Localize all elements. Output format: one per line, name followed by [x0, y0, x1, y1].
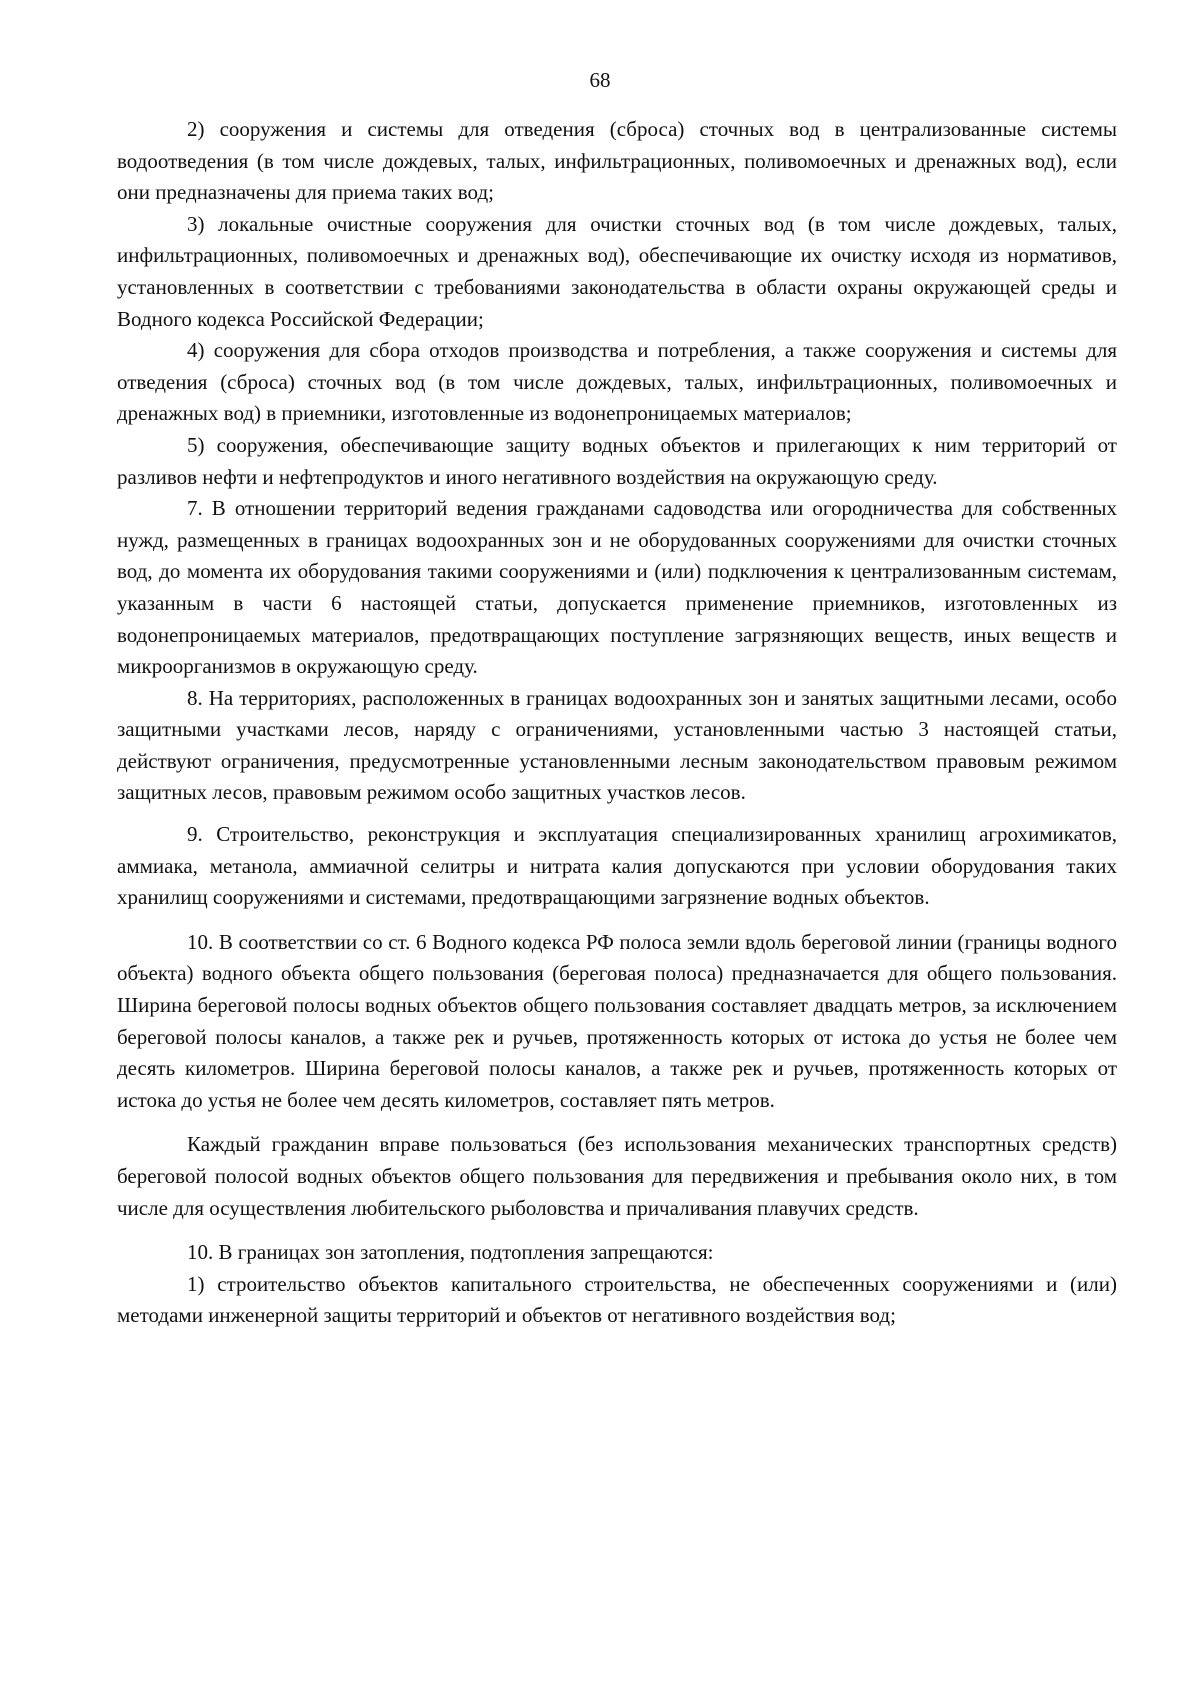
paragraph: Каждый гражданин вправе пользоваться (без использования механических транспортных средств) береговой полосой водных объектов общего пользования для передвижения и пребывания около них, в том числе для осуществления любительского рыболовства и причаливания плавучих средств.: [117, 1132, 1117, 1220]
paragraph: 1) строительство объектов капитального строительства, не обеспеченных сооружениями и (или) методами инженерной защиты территорий и объектов от негативного воздействия вод;: [117, 1271, 1117, 1328]
paragraph: 5) сооружения, обеспечивающие защиту водных объектов и прилегающих к ним территорий от разливов нефти и нефтепродуктов и иного негативного воздействия на окружающую среду.: [117, 432, 1117, 489]
paragraph: 7. В отношении территорий ведения гражданами садоводства или огородничества для собственных нужд, размещенных в границах водоохранных зон и не оборудованных сооружениями для очистки сточных вод, до момента их оборудования такими сооружениями и (или) подключения к централизованным системам, указанным в части 6 настоящей статьи, допускается применение приемников, изготовленных из водонепроницаемых материалов, предотвращающих поступление загрязняющих веществ, иных веществ и микроорганизмов в окружающую среду.: [117, 496, 1117, 679]
paragraph: 10. В границах зон затопления, подтопления запрещаются:: [187, 1240, 714, 1265]
document-body: [117, 114, 1117, 1332]
paragraph: 3) локальные очистные сооружения для очистки сточных вод (в том числе дождевых, талых, инфильтрационных, поливомоечных и дренажных вод), обеспечивающие их очистку исходя из нормативов, установленных в соответствии с требованиями законодательства в области охраны окружающей среды и Водного кодекса Российской Федерации;: [117, 211, 1117, 331]
paragraph: 4) сооружения для сбора отходов производства и потребления, а также сооружения и системы для отведения (сброса) сточных вод (в том числе дождевых, талых, инфильтрационных, поливомоечных и дренажных вод) в приемники, изготовленные из водонепроницаемых материалов;: [117, 338, 1117, 426]
paragraph: 8. На территориях, расположенных в границах водоохранных зон и занятых защитными лесами, особо защитными участками лесов, наряду с ограничениями, установленными частью 3 настоящей статьи, действуют ограничения, предусмотренные установленными лесным законодательством правовым режимом защитных лесов, правовым режимом особо защитных участков лесов.: [117, 685, 1117, 805]
paragraph: 9. Строительство, реконструкция и эксплуатация специализированных хранилищ агрохимикатов, аммиака, метанола, аммиачной селитры и нитрата калия допускаются при условии оборудования таких хранилищ сооружениями и системами, предотвращающими загрязнение водных объектов.: [117, 822, 1117, 910]
page-number: 68: [589, 68, 611, 92]
paragraph: 10. В соответствии со ст. 6 Водного кодекса РФ полоса земли вдоль береговой линии (границы водного объекта) водного объекта общего пользования (береговая полоса) предназначается для общего пользования. Ширина береговой полосы водных объектов общего пользования составляет двадцать метров, за исключением береговой полосы каналов, а также рек и ручьев, протяженность которых от истока до устья не более чем десять километров. Ширина береговой полосы каналов, а также рек и ручьев, протяженность которых от истока до устья не более чем десять километров, составляет пять метров.: [117, 929, 1117, 1112]
paragraph: 2) сооружения и системы для отведения (сброса) сточных вод в централизованные системы водоотведения (в том числе дождевых, талых, инфильтрационных, поливомоечных и дренажных вод), если они предназначены для приема таких вод;: [117, 117, 1117, 205]
